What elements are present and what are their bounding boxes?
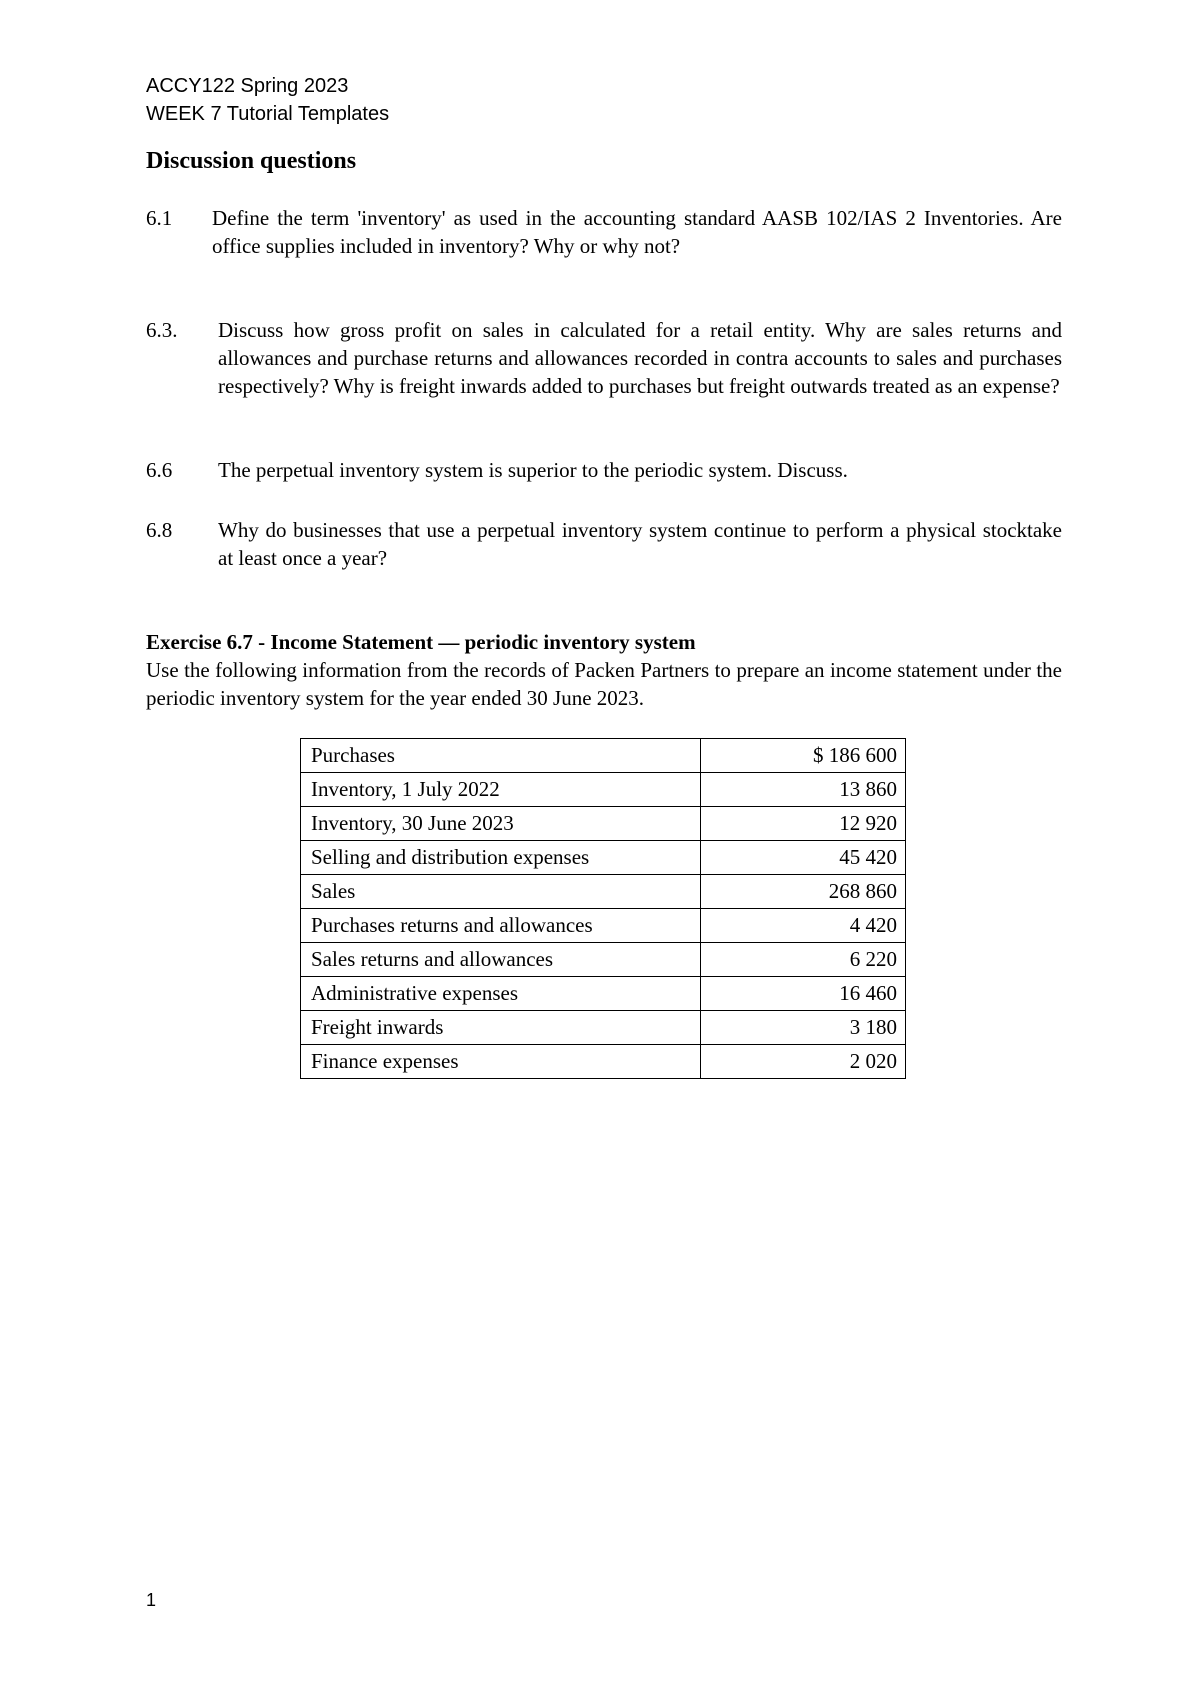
row-label: Selling and distribution expenses: [301, 841, 701, 875]
table-row: [301, 1045, 906, 1079]
page-header: [146, 72, 389, 128]
row-label: Sales returns and allowances: [301, 943, 701, 977]
question-6-3: [146, 316, 1062, 400]
row-label: Purchases: [301, 739, 701, 773]
row-amount: 16 460: [701, 977, 906, 1011]
row-label: Freight inwards: [301, 1011, 701, 1045]
question-text: Discuss how gross profit on sales in calculated for a retail entity. Why are sales returns and allowances and purchase returns and allowances recorded in contra accounts to sales and purchases respectively? Why is freight inwards added to purchases but freight outwards treated as an expense?: [218, 318, 1062, 398]
question-text: Why do businesses that use a perpetual inventory system continue to perform a physical stocktake at least once a year?: [218, 518, 1062, 570]
table-row: [301, 807, 906, 841]
row-amount: 3 180: [701, 1011, 906, 1045]
row-label: Finance expenses: [301, 1045, 701, 1079]
course-title: ACCY122 Spring 2023: [146, 75, 349, 97]
table-row: [301, 943, 906, 977]
exercise-section: [146, 628, 1062, 712]
table-row: [301, 1011, 906, 1045]
question-number: 6.3.: [146, 318, 178, 342]
row-label: Inventory, 30 June 2023: [301, 807, 701, 841]
table-row: [301, 977, 906, 1011]
row-amount: 6 220: [701, 943, 906, 977]
row-amount: 2 020: [701, 1045, 906, 1079]
row-label: Administrative expenses: [301, 977, 701, 1011]
row-label: Sales: [301, 875, 701, 909]
records-table: [300, 738, 906, 1079]
table-row: [301, 773, 906, 807]
question-text: The perpetual inventory system is superior to the periodic system. Discuss.: [218, 458, 848, 482]
question-number: 6.8: [146, 518, 173, 542]
row-label: Purchases returns and allowances: [301, 909, 701, 943]
question-number: 6.6: [146, 458, 173, 482]
row-amount: 268 860: [701, 875, 906, 909]
table-row: [301, 841, 906, 875]
tutorial-title: WEEK 7 Tutorial Templates: [146, 103, 390, 125]
row-amount: 45 420: [701, 841, 906, 875]
table-row: [301, 739, 906, 773]
exercise-description: Use the following information from the records of Packen Partners to prepare an income statement under the periodic inventory system for the year ended 30 June 2023.: [146, 658, 1062, 710]
row-amount: $ 186 600: [701, 739, 906, 773]
question-6-1: [146, 204, 1062, 260]
table-row: [301, 909, 906, 943]
row-amount: 4 420: [701, 909, 906, 943]
exercise-title: Exercise 6.7 - Income Statement — periodic inventory system: [146, 630, 696, 654]
question-text: Define the term 'inventory' as used in the accounting standard AASB 102/IAS 2 Inventories. Are office supplies included in inventory? Why or why not?: [212, 206, 1062, 258]
row-label: Inventory, 1 July 2022: [301, 773, 701, 807]
section-title: Discussion questions: [146, 148, 357, 174]
row-amount: 13 860: [701, 773, 906, 807]
question-number: 6.1: [146, 206, 173, 230]
question-6-8: [146, 516, 1062, 572]
page-number: 1: [146, 1590, 157, 1610]
row-amount: 12 920: [701, 807, 906, 841]
table-row: [301, 875, 906, 909]
question-6-6: [146, 456, 1062, 484]
